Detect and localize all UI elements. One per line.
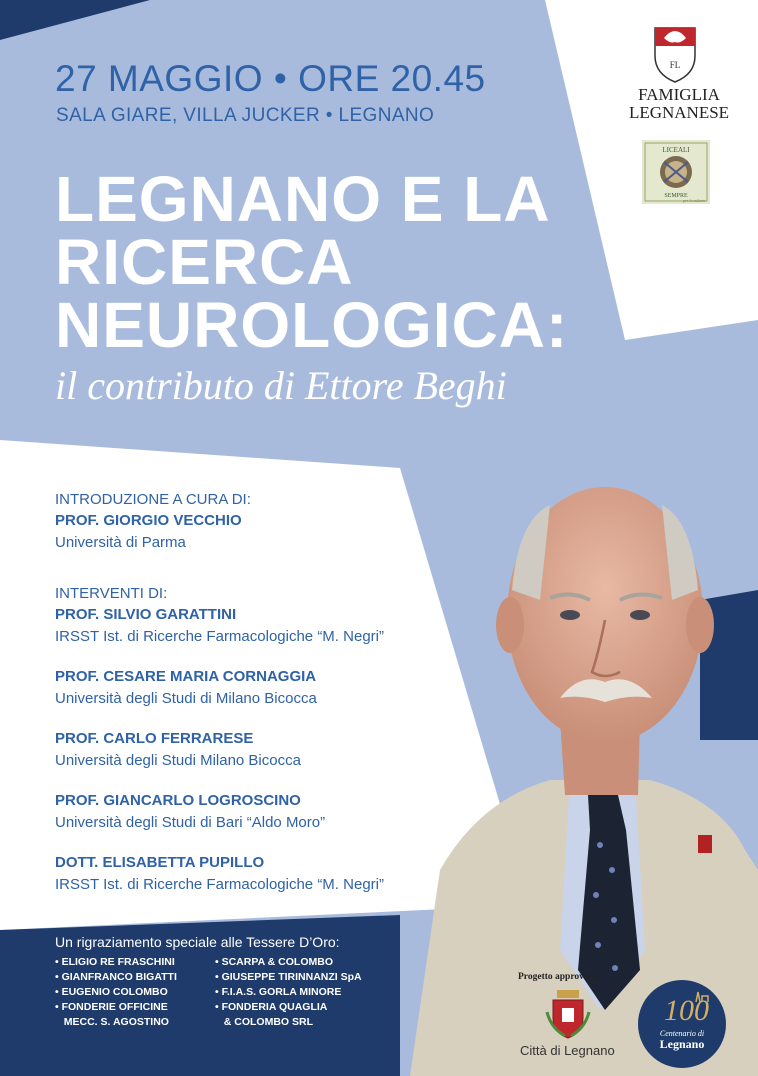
title-line-3: NEUROLOGICA: [55, 289, 569, 361]
thanks-item: & COLOMBO SRL [215, 1016, 313, 1028]
thanks-item: • FONDERIE OFFICINE [55, 1001, 168, 1013]
talks-label: INTERVENTI DI: [55, 585, 168, 602]
speaker-affiliation: IRSST Ist. di Ricerche Farmacologiche “M. Negri” [55, 628, 384, 645]
famiglia-line-1: FAMIGLIA [638, 85, 720, 104]
intro-speaker-affiliation: Università di Parma [55, 534, 186, 551]
intro-label: INTRODUZIONE A CURA DI: [55, 491, 251, 508]
speaker-affiliation: Università degli Studi di Milano Bicocca [55, 690, 317, 707]
event-venue: SALA GIARE, VILLA JUCKER • LEGNANO [56, 105, 435, 126]
famiglia-legnanese-logo [620, 86, 738, 122]
intro-speaker-name: PROF. GIORGIO VECCHIO [55, 512, 242, 529]
speaker-affiliation: IRSST Ist. di Ricerche Farmacologiche “M. Negri” [55, 876, 384, 893]
thanks-item: • GIUSEPPE TIRINNANZI SpA [215, 971, 362, 983]
event-title [55, 163, 675, 361]
svg-text:LICEALI: LICEALI [662, 146, 690, 154]
event-subtitle: il contributo di Ettore Beghi [55, 363, 507, 408]
thanks-item: • SCARPA & COLOMBO [215, 956, 334, 968]
title-line-2: RICERCA [55, 226, 354, 298]
thanks-item: • F.I.A.S. GORLA MINORE [215, 986, 342, 998]
progetto-approvato-label: Progetto approvato: [518, 972, 600, 982]
thanks-column-1 [55, 955, 177, 1030]
citta-di-legnano-crest-icon [545, 988, 591, 1040]
speaker-name: PROF. GIANCARLO LOGROSCINO [55, 792, 301, 809]
title-line-1: LEGNANO E LA [55, 163, 551, 235]
event-date-time: 27 MAGGIO • ORE 20.45 [55, 58, 486, 99]
speaker-name: PROF. SILVIO GARATTINI [55, 606, 237, 623]
svg-text:SEMPRE: SEMPRE [664, 193, 688, 199]
svg-text:Legnano: Legnano [659, 1037, 705, 1051]
svg-text:FL: FL [669, 60, 681, 70]
speaker-affiliation: Università degli Studi di Bari “Aldo Moro” [55, 814, 326, 831]
speaker-name: PROF. CESARE MARIA CORNAGGIA [55, 668, 317, 685]
thanks-title: Un rigraziamento speciale alle Tessere D’Oro: [55, 934, 340, 950]
speaker-name: DOTT. ELISABETTA PUPILLO [55, 854, 265, 871]
liceali-sempre-logo [642, 140, 710, 204]
thanks-item: • EUGENIO COLOMBO [55, 986, 168, 998]
famiglia-legnanese-crest-icon [650, 22, 700, 84]
centenario-legnano-logo [636, 978, 728, 1070]
thanks-item: MECC. S. AGOSTINO [55, 1016, 169, 1028]
thanks-item: • GIANFRANCO BIGATTI [55, 971, 177, 983]
thanks-item: • FONDERIA QUAGLIA [215, 1001, 328, 1013]
famiglia-line-2: LEGNANESE [628, 103, 730, 122]
svg-text:Centenario di: Centenario di [659, 1029, 705, 1038]
svg-text:per la cultura: per la cultura [683, 198, 705, 203]
svg-text:100: 100 [664, 994, 709, 1027]
speaker-name: PROF. CARLO FERRARESE [55, 730, 254, 747]
thanks-item: • ELIGIO RE FRASCHINI [55, 956, 175, 968]
speaker-affiliation: Università degli Studi Milano Bicocca [55, 752, 301, 769]
thanks-column-2 [215, 955, 362, 1030]
citta-di-legnano-label: Città di Legnano [520, 1043, 615, 1058]
